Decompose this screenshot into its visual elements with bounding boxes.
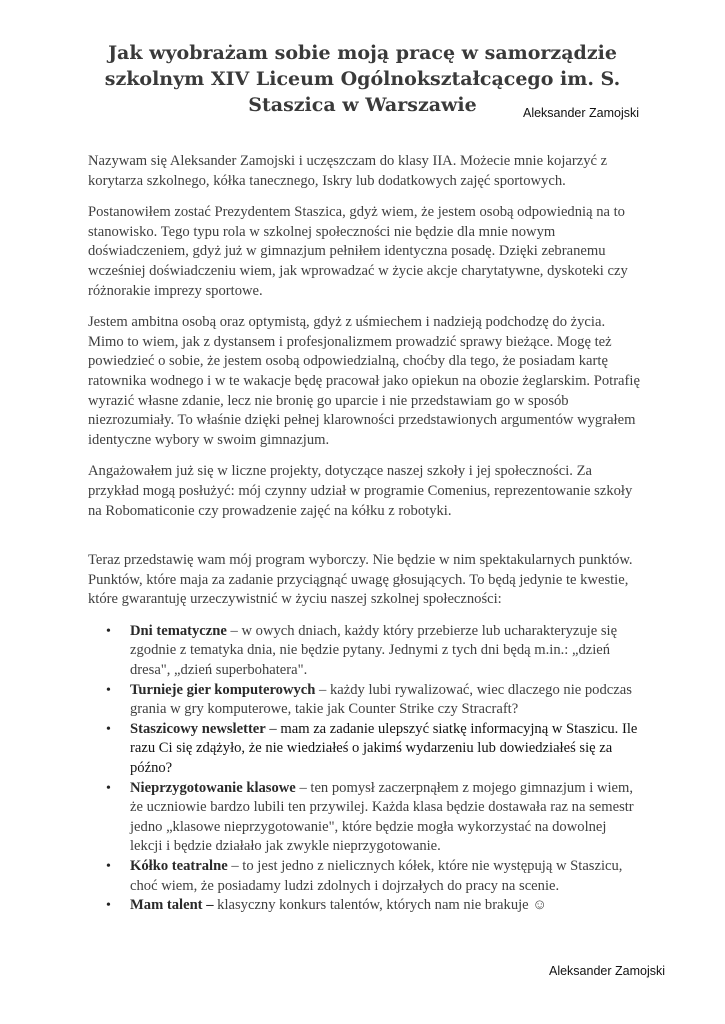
document-body bbox=[88, 152, 640, 916]
list-item-text: klasyczny konkurs talentów, których nam nie brakuje ☺ bbox=[213, 897, 548, 914]
document-title: Jak wyobrażam sobie moją pracę w samorządzie szkolnym XIV Liceum Ogólnokształcącego im. S. Staszica w Warszawie bbox=[104, 42, 621, 116]
list-item bbox=[88, 857, 640, 896]
author-footer: Aleksander Zamojski bbox=[548, 964, 665, 978]
list-item-text: – w owych dniach, każdy który przebierze lub ucharakteryzuje się zgodnie z tematyka dnia, nie będzie pytany. Jednymi z tych dni będą m.in.: „dzień dresa", „dzień superbohatera". bbox=[130, 622, 618, 679]
bullet-icon: • bbox=[106, 859, 111, 874]
bullet-icon: • bbox=[106, 780, 111, 796]
bullet-icon: • bbox=[106, 623, 111, 639]
program-list bbox=[88, 622, 640, 916]
list-item-term: Kółko teatralne bbox=[130, 858, 228, 874]
paragraph-projects: Angażowałem już się w liczne projekty, dotyczące naszej szkoły i jej społeczności. Za przykład mogą posłużyć: mój czynny udział w programie Comenius, reprezentowanie szkoły na Robomaticonie czy prowadzenie zajęć na kółku z robotyki. bbox=[88, 463, 633, 519]
list-item bbox=[88, 779, 640, 857]
paragraph-motivation: Postanowiłem zostać Prezydentem Staszica, gdyż wiem, że jestem osobą odpowiednią na to stanowisko. Tego typu rola w szkolnej społeczności nie będzie dla mnie nowym doświadczeniem, gdyż już w gimnazjum pełniłem identyczna posadę. Dzięki zebranemu wcześniej doświadczeniu wiem, jak wprowadzać w życie akcje charytatywne, dyskoteki czy różnorakie imprezy sportowe. bbox=[88, 204, 628, 299]
bullet-icon: • bbox=[106, 898, 111, 914]
list-item-text: – ten pomysł zaczerpnąłem z mojego gimnazjum i wiem, że uczniowie bardzo lubili ten przywilej. Każda klasa będzie dostawała raz na semestr jedno „klasowe nieprzygotowanie", które będzie mogła wykorzystać na dowolnej lekcji i będzie działało jak zwykle nieprzygotowanie. bbox=[130, 779, 634, 855]
paragraph-intro: Nazywam się Aleksander Zamojski i uczęszczam do klasy IIA. Możecie mnie kojarzyć z korytarza szkolnego, kółka tanecznego, Iskry lub dodatkowych zajęć sportowych. bbox=[88, 153, 608, 189]
author-header: Aleksander Zamojski bbox=[522, 106, 639, 120]
list-item-term: Nieprzygotowanie klasowe bbox=[130, 779, 296, 796]
list-item-text: – każdy lubi rywalizować, wiec dlaczego nie podczas grania w gry komputerowe, takie jak Counter Strike czy Stracraft? bbox=[130, 681, 632, 718]
bullet-icon: • bbox=[106, 721, 111, 737]
list-item-term: Staszicowy newsletter bbox=[130, 720, 266, 737]
list-item-term: Turnieje gier komputerowych bbox=[130, 681, 316, 698]
bullet-icon: • bbox=[106, 682, 111, 698]
list-item bbox=[88, 681, 640, 720]
list-item-text: – to jest jedno z nielicznych kółek, które nie występują w Staszicu, choć wiem, że posiadamy ludzi zdolnych i dojrzałych do pracy na scenie. bbox=[130, 858, 623, 894]
list-item-term: Mam talent – bbox=[130, 897, 214, 914]
list-item-term: Dni tematyczne bbox=[130, 622, 227, 639]
list-item bbox=[88, 622, 640, 681]
paragraph-program-intro: Teraz przedstawię wam mój program wyborczy. Nie będzie w nim spektakularnych punktów. Punktów, które maja za zadanie przyciągnąć uwagę głosujących. To będą jedynie te kwestie, które gwarantuję urzeczywistnić w życiu naszej szkolnej społeczności: bbox=[88, 552, 633, 608]
list-item bbox=[88, 720, 640, 779]
list-item bbox=[88, 896, 640, 916]
paragraph-character: Jestem ambitna osobą oraz optymistą, gdyż z uśmiechem i nadzieją podchodzę do życia. Mimo to wiem, jak z dystansem i profesjonalizmem prowadzić sprawy bieżące. Mogę też powiedzieć o sobie, że jestem osobą odpowiedzialną, choćby dla tego, że posiadam kartę ratownika wodnego i w te wakacje będę pracował jako opiekun na obozie żeglarskim. Potrafię wyrazić własne zdanie, lecz nie bronię go uparcie i nie przedstawiam go w sposób niezrozumiały. To właśnie dzięki pełnej klarowności przedstawionych argumentów wygrałem identyczne wybory w swoim gimnazjum. bbox=[88, 314, 640, 448]
list-item-text: – mam za zadanie ulepszyć siatkę informacyjną w Staszicu. Ile razu Ci się zdążyło, że nie wiedziałeś o jakimś wydarzeniu lub dowiedziałeś się za późno? bbox=[130, 720, 638, 777]
